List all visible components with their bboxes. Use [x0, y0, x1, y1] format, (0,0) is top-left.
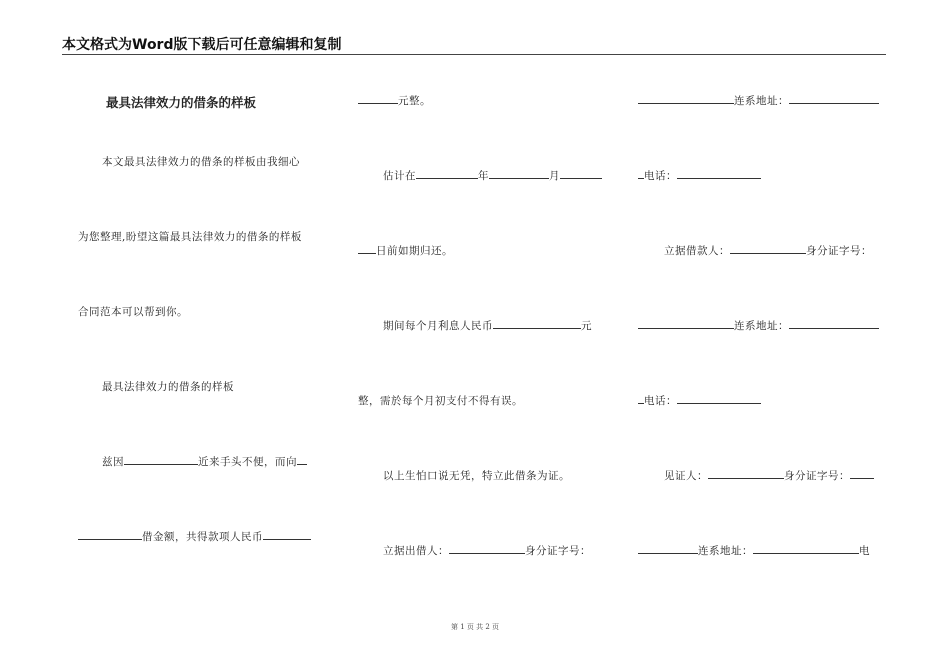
text: 电 — [859, 545, 870, 557]
body-line-c2-7 — [383, 543, 591, 558]
text: 身分证字号： — [525, 545, 591, 557]
text: 期间每个月利息人民币 — [383, 320, 493, 332]
text: 立据出借人： — [383, 545, 449, 557]
text: 电话： — [644, 395, 677, 407]
blank-line — [560, 169, 602, 179]
body-line-c2-5: 整，需於每个月初支付不得有误。 — [358, 395, 523, 407]
text: 连系地址： — [698, 545, 753, 557]
text: 近来手头不便，而向 — [198, 456, 297, 468]
blank-line — [789, 94, 879, 104]
blank-line — [124, 455, 198, 465]
blank-line — [416, 169, 478, 179]
text: 身分证字号： — [806, 245, 872, 257]
body-line-c2-1 — [358, 93, 431, 108]
blank-line — [638, 319, 734, 329]
blank-line — [449, 544, 525, 554]
body-line-c3-2 — [638, 168, 761, 183]
blank-line — [677, 394, 761, 404]
body-line-c1-5 — [102, 454, 307, 469]
body-line-c3-7 — [638, 543, 870, 558]
intro-line-3: 合同范本可以帮到你。 — [78, 306, 188, 318]
blank-line — [78, 530, 142, 540]
blank-line — [677, 169, 761, 179]
text: 见证人： — [664, 470, 708, 482]
body-line-c1-6 — [78, 529, 311, 544]
body-line-c2-2 — [383, 168, 602, 183]
blank-line — [789, 319, 879, 329]
body-line-c3-1 — [638, 93, 879, 108]
blank-line — [493, 319, 581, 329]
text: 立据借款人： — [664, 245, 730, 257]
document-title: 最具法律效力的借条的样板 — [106, 95, 257, 110]
text: 兹因 — [102, 456, 124, 468]
text: 元整。 — [398, 95, 431, 107]
text: 借金额，共得款项人民币 — [142, 531, 263, 543]
page-header: 本文格式为Word版下载后可任意编辑和复制 — [62, 34, 886, 55]
body-line-c3-4 — [638, 318, 879, 333]
text: 月 — [549, 170, 560, 182]
blank-line — [263, 530, 311, 540]
blank-line — [638, 544, 698, 554]
text: 年 — [478, 170, 489, 182]
blank-line — [850, 469, 874, 479]
intro-line-2: 为您整理,盼望这篇最具法律效力的借条的样板 — [78, 231, 302, 243]
body-line-c2-3 — [358, 243, 453, 258]
blank-line — [708, 469, 784, 479]
text: 元 — [581, 320, 592, 332]
section-subtitle: 最具法律效力的借条的样板 — [102, 381, 234, 393]
blank-line — [358, 244, 376, 254]
page-footer: 第 1 页 共 2 页 — [450, 623, 500, 631]
blank-line — [489, 169, 549, 179]
body-line-c3-5 — [638, 393, 761, 408]
blank-line — [730, 244, 806, 254]
text: 电话： — [644, 170, 677, 182]
blank-line — [358, 94, 398, 104]
body-line-c2-6: 以上生怕口说无凭，特立此借条为证。 — [383, 470, 570, 482]
body-line-c3-3 — [664, 243, 872, 258]
blank-line — [753, 544, 859, 554]
text: 连系地址： — [734, 320, 789, 332]
text: 估计在 — [383, 170, 416, 182]
intro-line-1: 本文最具法律效力的借条的样板由我细心 — [102, 156, 300, 168]
text: 连系地址： — [734, 95, 789, 107]
body-line-c2-4 — [383, 318, 592, 333]
blank-line — [297, 455, 307, 465]
text: 日前如期归还。 — [376, 245, 453, 257]
body-line-c3-6 — [664, 468, 874, 483]
blank-line — [638, 94, 734, 104]
text: 身分证字号： — [784, 470, 850, 482]
